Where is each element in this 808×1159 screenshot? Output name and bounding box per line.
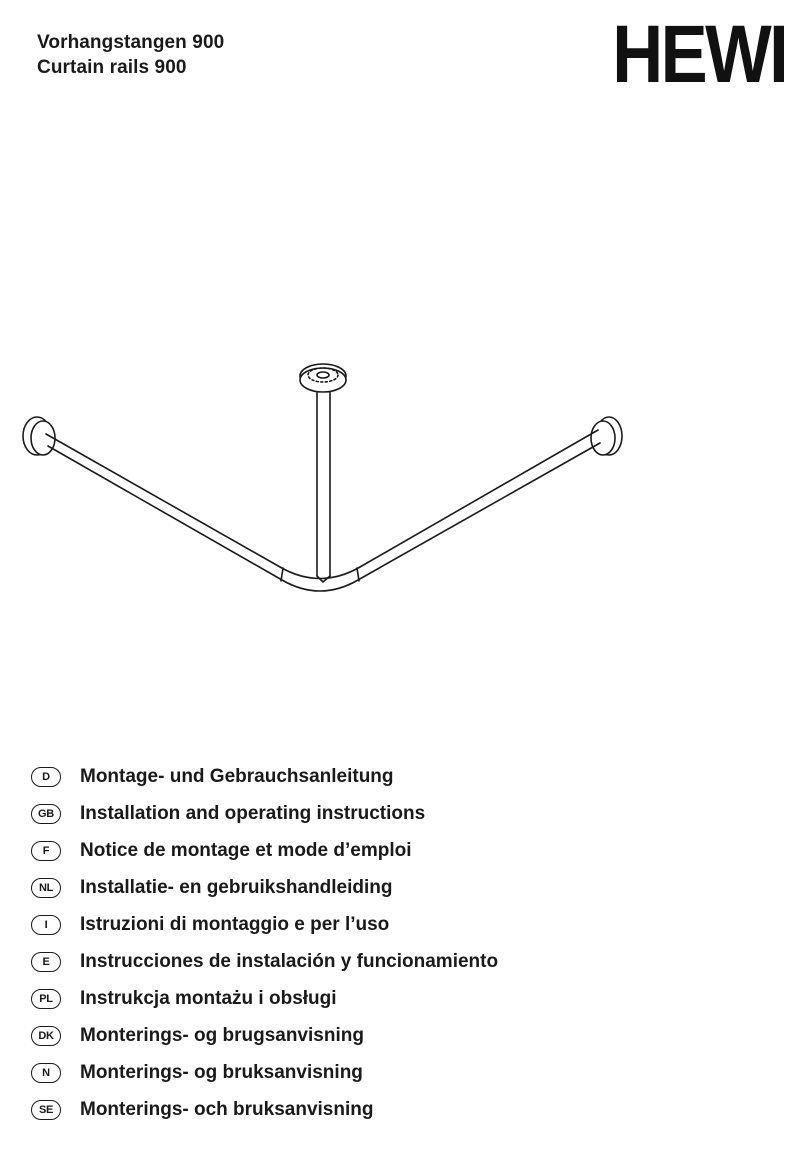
- language-label: Monterings- og brugsanvisning: [80, 1024, 364, 1046]
- language-label: Montage- und Gebrauchsanleitung: [80, 765, 394, 787]
- language-item-dk: [31, 1017, 498, 1054]
- rail-inner-edge: [48, 443, 600, 591]
- language-item-d: [31, 758, 498, 795]
- title-english: Curtain rails 900: [37, 57, 187, 78]
- hewi-logo: HEWI: [612, 9, 786, 100]
- title-block: [37, 30, 224, 80]
- language-label: Istruzioni di montaggio e per l’uso: [80, 913, 390, 935]
- language-item-f: [31, 832, 498, 869]
- language-badge: GB: [31, 804, 61, 824]
- language-badge: E: [31, 952, 61, 972]
- right-wall-flange: [591, 417, 622, 455]
- language-item-pl: [31, 980, 498, 1017]
- language-badge: F: [31, 841, 61, 861]
- language-badge: D: [31, 767, 61, 787]
- language-badge: PL: [31, 989, 61, 1009]
- language-item-nl: [31, 869, 498, 906]
- language-label: Notice de montage et mode d’emploi: [80, 839, 412, 861]
- language-badge: N: [31, 1063, 61, 1083]
- language-item-i: [31, 906, 498, 943]
- language-label: Monterings- och bruksanvisning: [80, 1098, 374, 1120]
- language-item-se: [31, 1091, 498, 1128]
- language-label: Installatie- en gebruikshandleiding: [80, 876, 393, 898]
- corner-curtain-rail-icon: [0, 340, 808, 620]
- language-label: Instrucciones de instalación y funcionamiento: [80, 950, 499, 972]
- language-list: [31, 758, 498, 1128]
- language-item-e: [31, 943, 498, 980]
- language-item-n: [31, 1054, 498, 1091]
- rail-outer-edge: [46, 430, 598, 579]
- language-badge: I: [31, 915, 61, 935]
- language-label: Installation and operating instructions: [80, 802, 426, 824]
- language-label: Monterings- og bruksanvisning: [80, 1061, 363, 1083]
- language-item-gb: [31, 795, 498, 832]
- language-badge: NL: [31, 878, 61, 898]
- ceiling-support: [300, 364, 346, 582]
- language-badge: DK: [31, 1026, 61, 1046]
- language-label: Instrukcja montażu i obsługi: [80, 987, 337, 1009]
- title-german: Vorhangstangen 900: [37, 32, 225, 53]
- language-badge: SE: [31, 1100, 61, 1120]
